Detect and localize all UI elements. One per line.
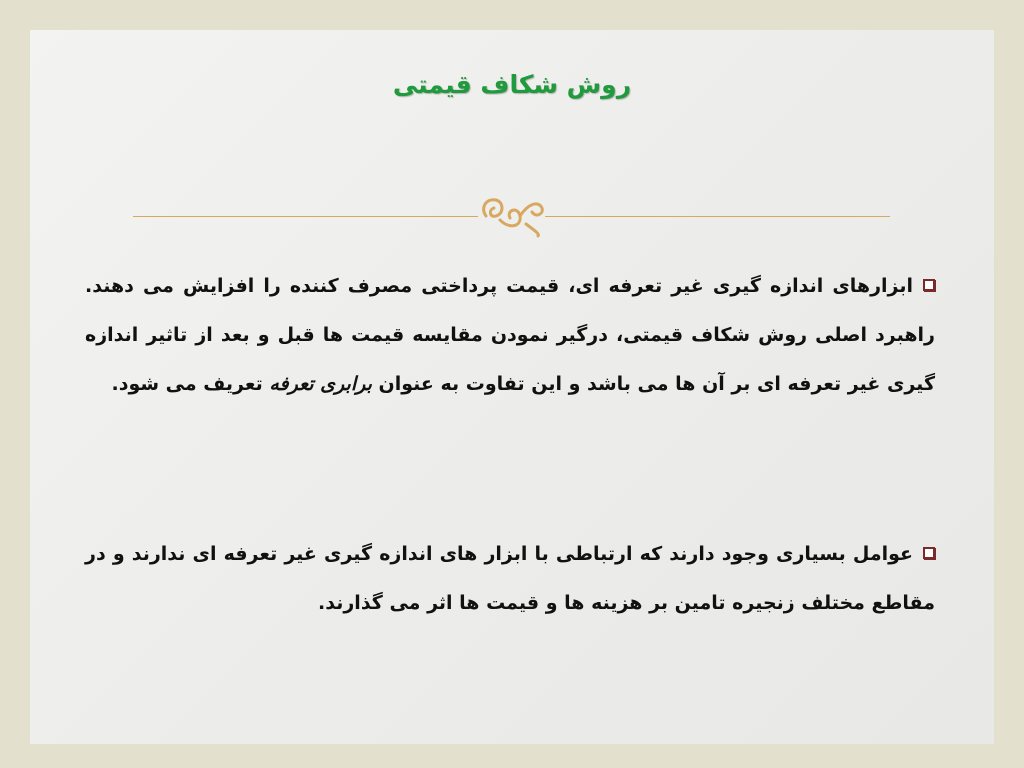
square-bullet-icon <box>923 547 935 559</box>
bullet-1-text-end: تعریف می شود. <box>111 373 263 395</box>
scroll-flourish-icon <box>476 190 548 238</box>
square-bullet-icon <box>923 279 935 291</box>
bullet-1-emphasis: برابری تعرفه <box>269 373 372 395</box>
bullet-item-2 <box>85 530 935 628</box>
divider-line-left <box>133 216 478 217</box>
slide-title: روش شکاف قیمتی <box>392 70 632 99</box>
divider-line-right <box>545 216 890 217</box>
bullet-item-1 <box>85 262 935 409</box>
bullet-1-text: ابزارهای اندازه گیری غیر تعرفه ای، قیمت پرداختی مصرف کننده را افزایش می دهند. راهبرد اصلی روش شکاف قیمتی، درگیر نمودن مقایسه قیمت ها قبل و بعد از تاثیر اندازه گیری غیر تعرفه ای بر آن ها می باشد و این تفاوت به عنوان <box>85 275 935 395</box>
bullet-2-text: عوامل بسیاری وجود دارند که ارتباطی با ابزار های اندازه گیری غیر تعرفه ای ندارند و در مقاطع مختلف زنجیره تامین بر هزینه ها و قیمت ها اثر می گذارند. <box>85 543 935 614</box>
